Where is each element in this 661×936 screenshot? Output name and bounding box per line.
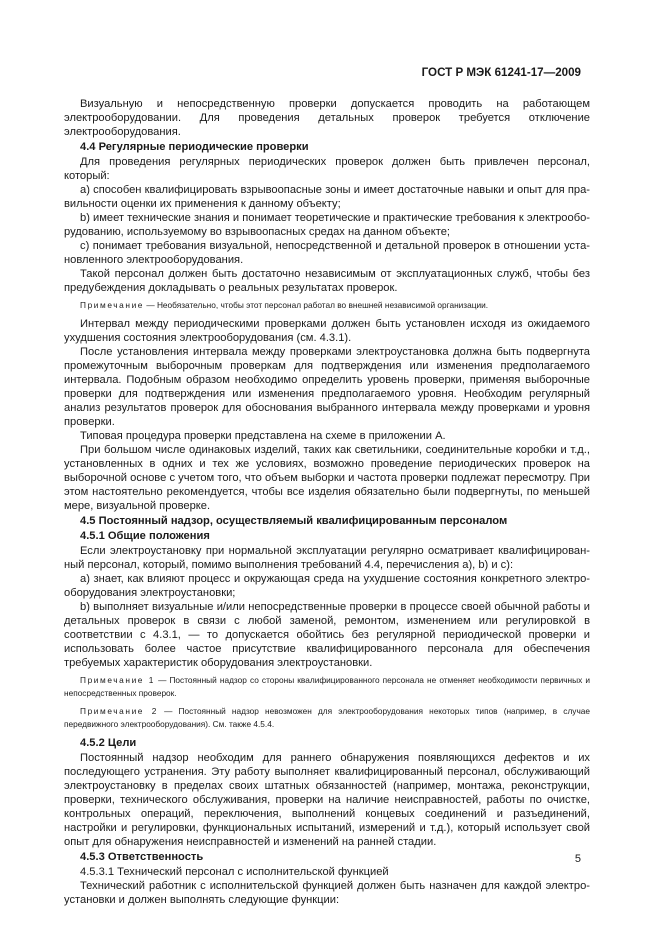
- note-2: [64, 705, 590, 731]
- page-number: 5: [574, 853, 581, 865]
- paragraph: Технический работник с исполнительской функцией должен быть назначен для каждой электроустановки и должен выполнять следующие функции:: [64, 880, 590, 906]
- paragraph: Если электроустановку при нормальной эксплуатации регулярно осматривает квалифицированный персонал, который, помимо выполнения требований 4.4, перечисления a), b) и c):: [64, 545, 590, 571]
- note: [64, 299, 590, 312]
- section-heading-4-5-1: 4.5.1 Общие положения: [80, 530, 210, 542]
- section-heading-4-5-2: 4.5.2 Цели: [80, 737, 137, 749]
- document-body: [64, 97, 590, 907]
- paragraph: Визуальную и непосредственную проверки допускается проводить на работающем электрооборудовании. Для проведения детальных проверок требуется отключение электрооборудования.: [64, 98, 590, 138]
- section-heading-4-4: 4.4 Регулярные периодические проверки: [80, 141, 309, 153]
- note-label: Примечание 2: [80, 706, 158, 716]
- list-item-b: b) выполняет визуальные и/или непосредственные проверки в процессе своей обычной работы и детальных проверок в связи с любой заменой, ремонтом, изменением или регулировкой в соответствии с 4.3.1, — то допускается обойтись без регулярной периодической проверки и использовать более частое присутствие квалифицированного персонала для обеспечения требуемых характеристик оборудования электроустановки.: [64, 601, 590, 669]
- list-item-c: c) понимает требования визуальной, непосредственной и детальной проверок в отношении установленного электрооборудования.: [64, 240, 590, 266]
- list-item-a: a) способен квалифицировать взрывоопасные зоны и имеет достаточные навыки и опыт для правильности оценки их применения к данному объекту;: [64, 184, 590, 210]
- paragraph: Для проведения регулярных периодических проверок должен быть привлечен персонал, который:: [64, 156, 590, 182]
- document-header: ГОСТ Р МЭК 61241-17—2009: [421, 66, 581, 79]
- paragraph: Такой персонал должен быть достаточно независимым от эксплуатационных служб, чтобы без предубеждения докладывать о реальных результатах проверок.: [64, 268, 590, 294]
- paragraph: После установления интервала между проверками электроустановка должна быть подвергнута промежуточным выборочным проверкам для подтверждения или изменения предполагаемого интервала. Подобным образом необходимо определить уровень проверки, применяя выборочные проверки для подтверждения или изменения предполагаемого уровня. Необходим регулярный анализ результатов проверок для обоснования выбранного интервала между проверками и уровня проверки.: [64, 346, 590, 428]
- paragraph: Постоянный надзор необходим для раннего обнаружения появляющихся дефектов и их последующего устранения. Эту работу выполняет квалифицированный персонал, обслуживающий электроустановку в пределах своих штатных обязанностей (например, монтажа, реконструкции, проверки, технического обслуживания, проверки на наличие неисправностей, работы по очистке, контрольных операций, переключения, выполнений концевых соединений и разъединений, настройки и регулировки, функциональных испытаний, измерений и т.д.), который использует свой опыт для обнаружения неисправностей и изменений на ранней стадии.: [64, 752, 590, 848]
- note-label: Примечание 1: [80, 675, 155, 685]
- paragraph: Интервал между периодическими проверками должен быть установлен исходя из ожидаемого ухудшения состояния электрооборудования (см. 4.3.1).: [64, 318, 590, 344]
- note-text: — Постоянный надзор со стороны квалифицированного персонала не отменяет необходимости первичных и непосредственных проверок.: [64, 675, 590, 698]
- note-text: — Постоянный надзор невозможен для электрооборудования некоторых типов (например, в случае передвижного электрооборудования). См. также 4.5.4.: [64, 706, 590, 729]
- note-label: Примечание: [80, 300, 145, 310]
- note-text: — Необязательно, чтобы этот персонал работал во внешней независимой организации.: [144, 300, 489, 310]
- section-heading-4-5: 4.5 Постоянный надзор, осуществляемый квалифицированным персоналом: [80, 515, 508, 527]
- paragraph: Типовая процедура проверки представлена на схеме в приложении А.: [80, 430, 446, 442]
- subsection-title-4-5-3-1: 4.5.3.1 Технический персонал с исполнительской функцией: [80, 866, 389, 878]
- paragraph: При большом числе одинаковых изделий, таких как светильники, соединительные коробки и т.д., установленных в одних и тех же условиях, возможно проведение периодических проверок на выборочной основе с учетом того, что объем выборки и частота проверки подлежат пересмотру. При этом настоятельно рекомендуется, чтобы все изделия обязательно были подвергнуты, по меньшей мере, визуальной проверке.: [64, 444, 590, 512]
- note-1: [64, 674, 590, 700]
- section-heading-4-5-3: 4.5.3 Ответственность: [80, 851, 204, 863]
- list-item-a: a) знает, как влияют процесс и окружающая среда на ухудшение состояния конкретного электрооборудования электроустановки;: [64, 573, 590, 599]
- list-item-b: b) имеет технические знания и понимает теоретические и практические требования к электрооборудованию, используемому во взрывоопасных средах на данном объекте;: [64, 212, 590, 238]
